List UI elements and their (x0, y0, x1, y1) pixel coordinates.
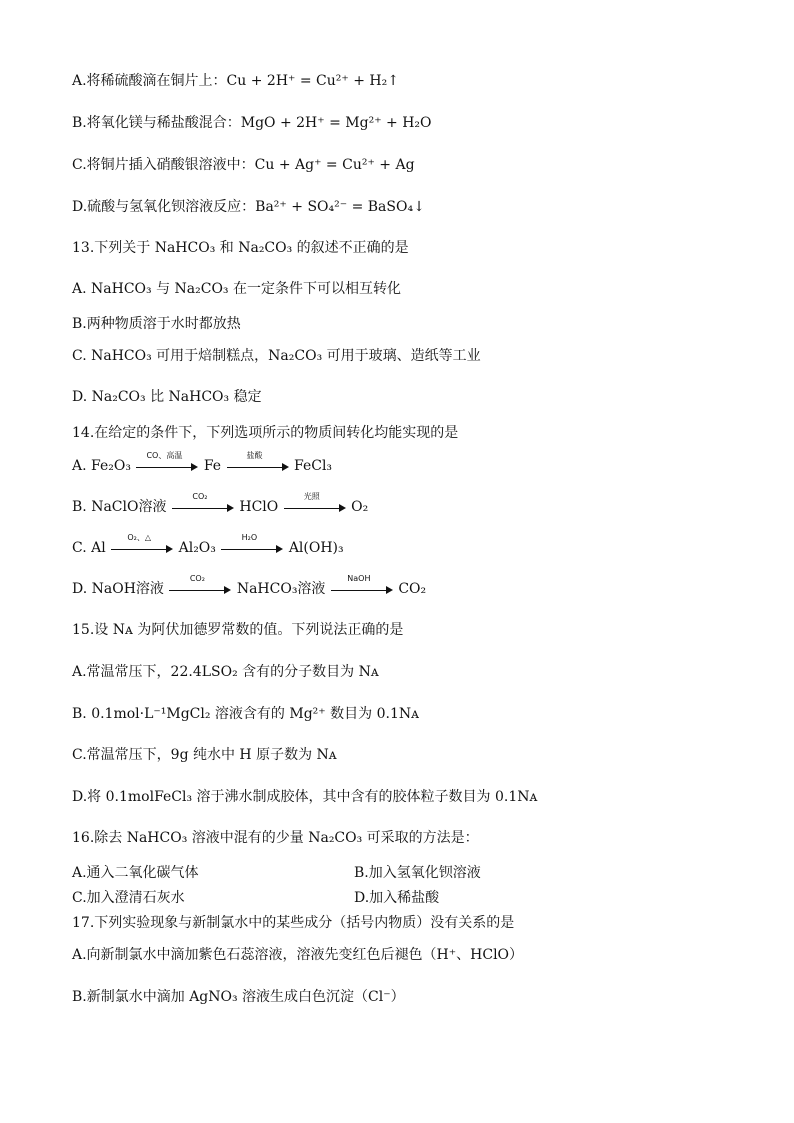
q14-d-end: CO₂ (398, 581, 427, 597)
q12-option-c: C.将铜片插入硝酸银溶液中：Cu + Ag⁺ = Cu²⁺ + Ag (72, 157, 415, 173)
q14-d-arrow-2 (331, 574, 393, 596)
q14-a-condition-2: 盐酸 (246, 451, 263, 460)
q14-c-arrow-1 (111, 533, 173, 555)
q17-stem: 17.下列实验现象与新制氯水中的某些成分（括号内物质）没有关系的是 (72, 915, 515, 931)
q14-a-middle: Fe (203, 458, 222, 474)
q15-option-a: A.常温常压下，22.4LSO₂ 含有的分子数目为 Nᴀ (72, 664, 379, 680)
q14-c-condition-2: H₂O (241, 533, 258, 542)
q14-option-a (72, 451, 333, 476)
q14-b-arrow-1 (172, 492, 234, 514)
q17-option-a: A.向新制氯水中滴加紫色石蕊溶液，溶液先变红色后褪色（H⁺、HClO） (72, 947, 524, 963)
q15-option-d: D.将 0.1molFeCl₃ 溶于沸水制成胶体，其中含有的胶体粒子数目为 0.1Nᴀ (72, 789, 538, 805)
q14-b-end: O₂ (351, 499, 369, 515)
q14-c-end: Al(OH)₃ (288, 540, 344, 556)
q14-d-condition-2: NaOH (347, 574, 371, 583)
q13-stem: 13.下列关于 NaHCO₃ 和 Na₂CO₃ 的叙述不正确的是 (72, 240, 409, 256)
q14-a-condition-1: CO、高温 (146, 451, 183, 460)
q14-d-start: D. NaOH溶液 (72, 581, 164, 597)
q13-option-b: B.两种物质溶于水时都放热 (72, 316, 241, 332)
q15-option-b: B. 0.1mol·L⁻¹MgCl₂ 溶液含有的 Mg²⁺ 数目为 0.1Nᴀ (72, 706, 420, 722)
q16-option-c: C.加入澄清石灰水 (72, 890, 185, 906)
q14-c-start: C. Al (72, 540, 106, 556)
q14-b-middle: HClO (239, 499, 279, 515)
q12-option-d: D.硫酸与氢氧化钡溶液反应：Ba²⁺ + SO₄²⁻ = BaSO₄↓ (72, 199, 425, 215)
q14-a-arrow-2 (227, 451, 289, 473)
q14-stem: 14.在给定的条件下，下列选项所示的物质间转化均能实现的是 (72, 425, 459, 441)
q14-c-middle: Al₂O₃ (178, 540, 216, 556)
q13-option-d: D. Na₂CO₃ 比 NaHCO₃ 稳定 (72, 389, 262, 405)
q14-a-end: FeCl₃ (294, 458, 333, 474)
q14-d-condition-1: CO₂ (189, 574, 205, 583)
q16-option-a: A.通入二氧化碳气体 (72, 865, 199, 881)
q16-stem: 16.除去 NaHCO₃ 溶液中混有的少量 Na₂CO₃ 可采取的方法是： (72, 830, 479, 846)
q14-option-d (72, 574, 427, 599)
q14-b-condition-1: CO₂ (192, 492, 208, 501)
q14-b-condition-2: 光照 (303, 492, 320, 501)
q13-option-a: A. NaHCO₃ 与 Na₂CO₃ 在一定条件下可以相互转化 (72, 281, 401, 297)
q15-option-c: C.常温常压下，9g 纯水中 H 原子数为 Nᴀ (72, 747, 337, 763)
q14-b-arrow-2 (284, 492, 346, 514)
q14-option-c (72, 533, 344, 558)
q12-option-b: B.将氧化镁与稀盐酸混合：MgO + 2H⁺ = Mg²⁺ + H₂O (72, 115, 432, 131)
q14-a-start: A. Fe₂O₃ (72, 458, 131, 474)
q14-d-middle: NaHCO₃溶液 (236, 581, 326, 597)
q14-a-arrow-1 (136, 451, 198, 473)
q14-option-b (72, 492, 369, 517)
q12-option-a: A.将稀硫酸滴在铜片上：Cu + 2H⁺ = Cu²⁺ + H₂↑ (72, 73, 399, 89)
q17-option-b: B.新制氯水中滴加 AgNO₃ 溶液生成白色沉淀（Cl⁻） (72, 989, 405, 1005)
q15-stem: 15.设 Nᴀ 为阿伏加德罗常数的值。下列说法正确的是 (72, 622, 404, 638)
q13-option-c: C. NaHCO₃ 可用于焙制糕点，Na₂CO₃ 可用于玻璃、造纸等工业 (72, 348, 481, 364)
q14-c-arrow-2 (221, 533, 283, 555)
q14-c-condition-1: O₂、△ (127, 533, 151, 542)
q16-option-d: D.加入稀盐酸 (354, 890, 440, 906)
q14-d-arrow-1 (169, 574, 231, 596)
q14-b-start: B. NaClO溶液 (72, 499, 167, 515)
q16-option-b: B.加入氢氧化钡溶液 (354, 865, 481, 881)
